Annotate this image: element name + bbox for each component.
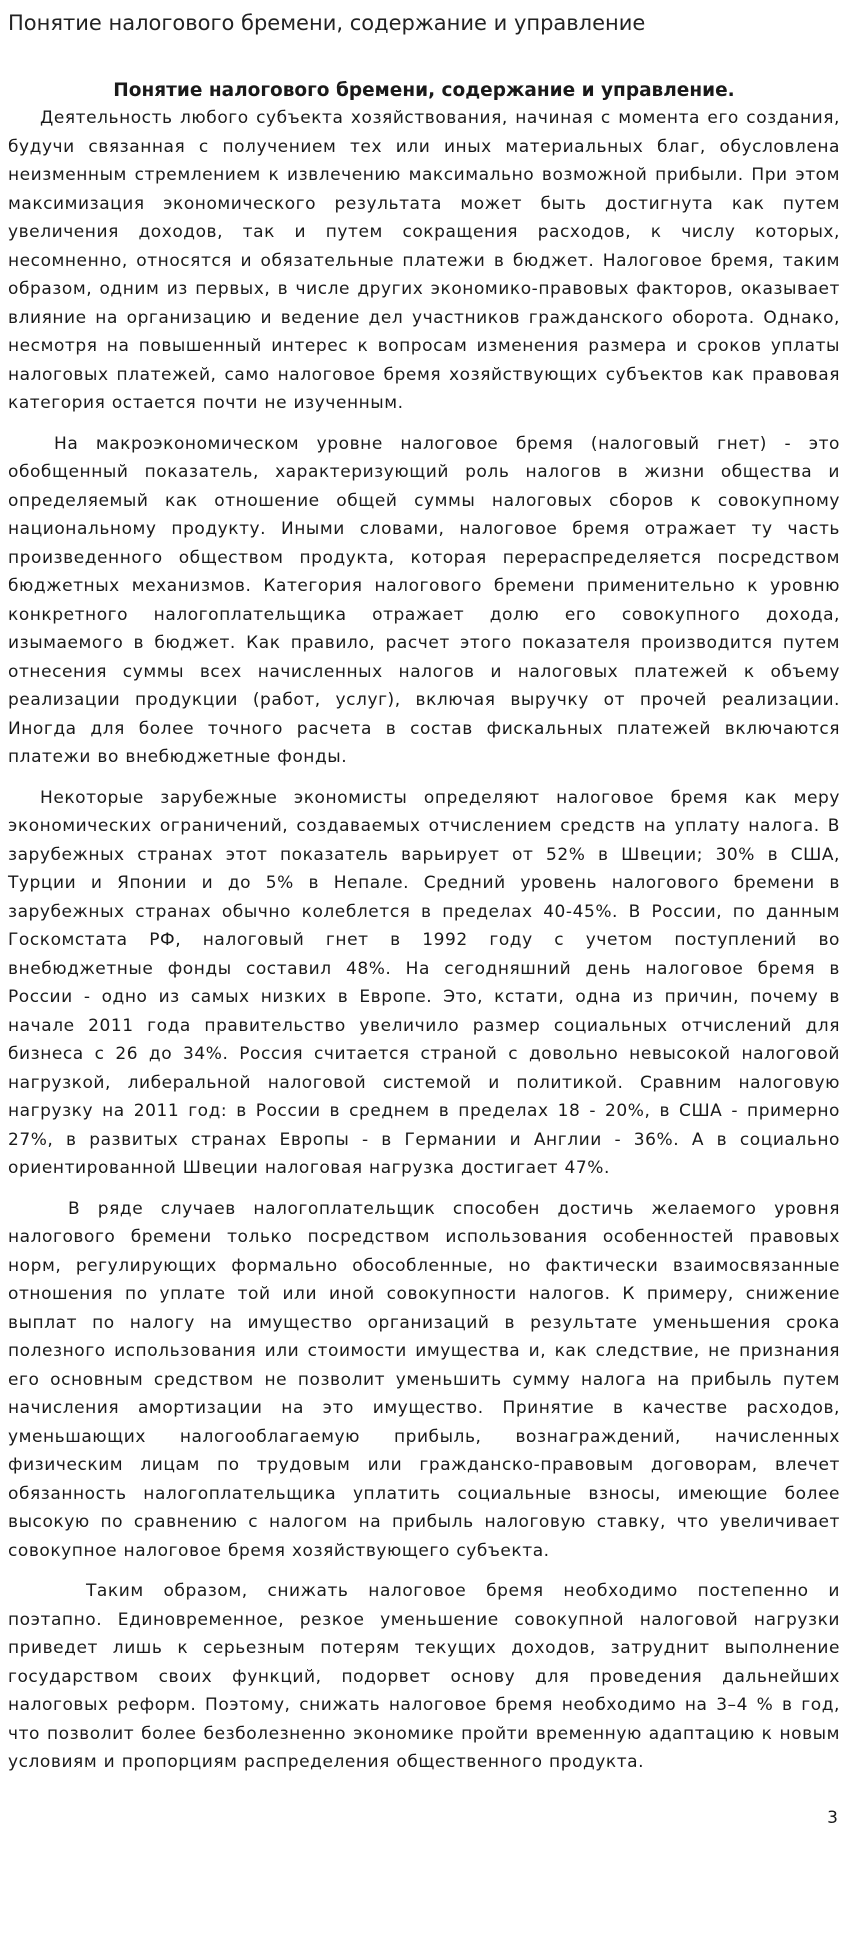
paragraph-2: На макроэкономическом уровне налоговое бремя (налоговый гнет) - это обобщенный показатель, характеризующий роль налогов в жизни общества и определяемый как отношение общей суммы налоговых сборов к совокупному национальному продукту. Иными словами, налоговое бремя отражает ту часть произведенного обществом продукта, которая перераспределяется посредством бюджетных механизмов. Категория налогового бремени применительно к уровню конкретного налогоплательщика отражает долю его совокупного дохода, изымаемого в бюджет. Как правило, расчет этого показателя производится путем отнесения суммы всех начисленных налогов и налоговых платежей к объему реализации продукции (работ, услуг), включая выручку от прочей реализации. Иногда для более точного расчета в состав фискальных платежей включаются платежи во внебюджетные фонды. (8, 433, 840, 767)
paragraph-5: Таким образом, снижать налоговое бремя необходимо постепенно и поэтапно. Единовременное, резкое уменьшение совокупной налоговой нагрузки приведет лишь к серьезным потерям текущих доходов, затруднит выполнение государством своих функций, подорвет основу для проведения дальнейших налоговых реформ. Поэтому, снижать налоговое бремя необходимо на 3–4 % в год, что позволит более безболезненно экономике пройти временную адаптацию к новым условиям и пропорциям распределения общественного продукта. (8, 1581, 840, 1772)
page-title: Понятие налогового бремени, содержание и управление (8, 11, 646, 35)
paragraph-1: Деятельность любого субъекта хозяйствования, начиная с момента его создания, будучи связанная с получением тех или иных материальных благ, обусловлена неизменным стремлением к извлечению максимально возможной прибыли. При этом максимизация экономического результата может быть достигнута как путем увеличения доходов, так и путем сокращения расходов, к числу которых, несомненно, относятся и обязательные платежи в бюджет. Налоговое бремя, таким образом, одним из первых, в числе других экономико-правовых факторов, оказывает влияние на организацию и ведение дел участников гражданского оборота. Однако, несмотря на повышенный интерес к вопросам изменения размера и сроков уплаты налоговых платежей, само налоговое бремя хозяйствующих субъектов как правовая категория остается почти не изученным. (8, 108, 840, 413)
page-number: 3 (827, 1808, 838, 1828)
paragraph-4: В ряде случаев налогоплательщик способен достичь желаемого уровня налогового бремени только посредством использования особенностей правовых норм, регулирующих формально обособленные, но фактически взаимосвязанные отношения по уплате той или иной совокупности налогов. К примеру, снижение выплат по налогу на имущество организаций в результате уменьшения срока полезного использования или стоимости имущества и, как следствие, не признания его основным средством не позволит уменьшить сумму налога на прибыль путем начисления амортизации на это имущество. Принятие в качестве расходов, уменьшающих налогооблагаемую прибыль, вознаграждений, начисленных физическим лицам по трудовым или гражданско-правовым договорам, влечет обязанность налогоплательщика уплатить социальные взносы, имеющие более высокую по сравнению с налогом на прибыль налоговую ставку, что увеличивает совокупное налоговое бремя хозяйствующего субъекта. (8, 1198, 840, 1561)
paragraph-3: Некоторые зарубежные экономисты определяют налоговое бремя как меру экономических ограничений, создаваемых отчислением средств на уплату налога. В зарубежных странах этот показатель варьирует от 52% в Швеции; 30% в США, Турции и Японии и до 5% в Непале. Средний уровень налогового бремени в зарубежных странах обычно колеблется в пределах 40-45%. В России, по данным Госкомстата РФ, налоговый гнет в 1992 году с учетом поступлений во внебюджетные фонды составил 48%. На сегодняшний день налоговое бремя в России - одно из самых низких в Европе. Это, кстати, одна из причин, почему в начале 2011 года правительство увеличило размер социальных отчислений для бизнеса с 26 до 34%. Россия считается страной с довольно невысокой налоговой нагрузкой, либеральной налоговой системой и политикой. Сравним налоговую нагрузку на 2011 год: в России в среднем в пределах 18 - 20%, в США - примерно 27%, в развитых странах Европы - в Германии и Англии - 36%. А в социально ориентированной Швеции налоговая нагрузка достигает 47%. (8, 787, 840, 1178)
document-heading: Понятие налогового бремени, содержание и управление. (113, 80, 735, 101)
document-page (8, 78, 840, 1777)
